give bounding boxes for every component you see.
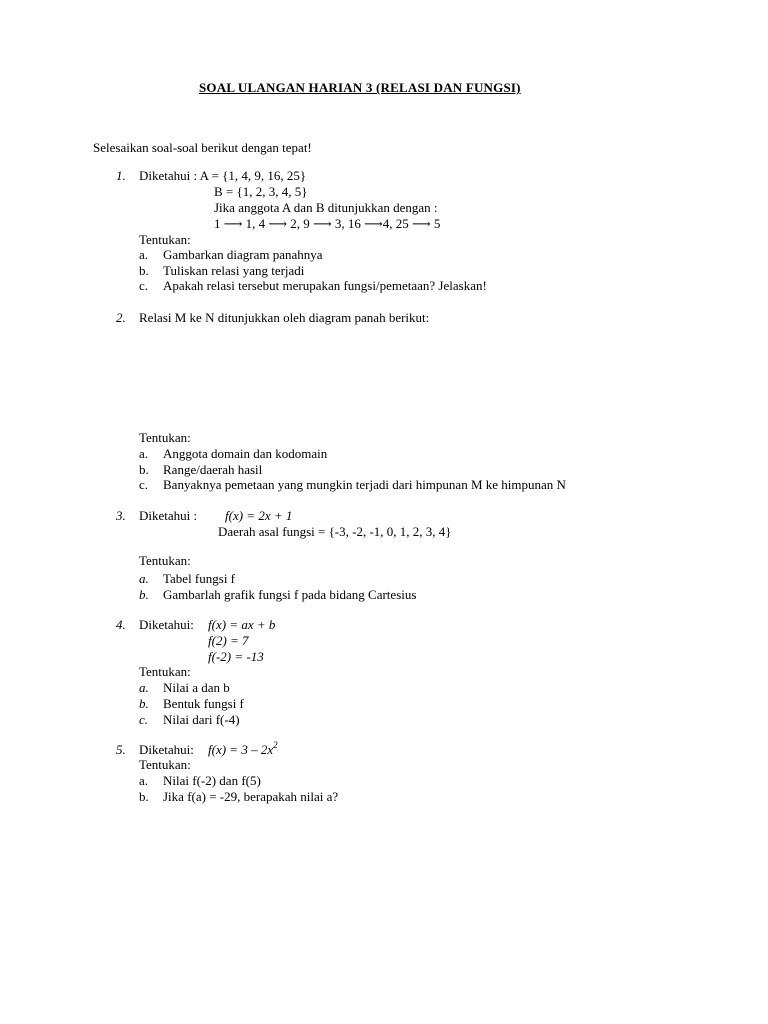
function-definition bbox=[208, 739, 278, 758]
given-set-b: B = {1, 2, 3, 4, 5} bbox=[214, 184, 308, 199]
sub-question: Anggota domain dan kodomain bbox=[163, 446, 328, 461]
sub-question: Banyaknya pemetaan yang mungkin terjadi dari himpunan M ke himpunan N bbox=[163, 477, 566, 492]
question-lead: Relasi M ke N ditunjukkan oleh diagram panah berikut: bbox=[139, 310, 430, 325]
sub-question: Range/daerah hasil bbox=[163, 462, 263, 477]
instruction: Selesaikan soal-soal berikut dengan tepat! bbox=[93, 140, 312, 155]
function-definition: f(x) = ax + b bbox=[208, 617, 276, 632]
function-definition: f(x) = 2x + 1 bbox=[225, 508, 293, 523]
function-domain: Daerah asal fungsi = {-3, -2, -1, 0, 1, 2, 3, 4} bbox=[218, 524, 452, 539]
exponent: 2 bbox=[273, 739, 278, 750]
sub-letter: b. bbox=[139, 263, 149, 278]
tentukan-label: Tentukan: bbox=[139, 757, 191, 772]
condition-2: f(-2) = -13 bbox=[208, 649, 264, 664]
sub-letter: b. bbox=[139, 462, 149, 477]
sub-question: Nilai dari f(-4) bbox=[163, 712, 240, 727]
tentukan-label: Tentukan: bbox=[139, 553, 191, 568]
given-set-a: Diketahui : A = {1, 4, 9, 16, 25} bbox=[139, 168, 307, 183]
question-number: 5. bbox=[116, 742, 126, 757]
sub-question: Gambarkan diagram panahnya bbox=[163, 247, 323, 262]
sub-letter: b. bbox=[139, 696, 149, 711]
mapping-list: 1 ⟶ 1, 4 ⟶ 2, 9 ⟶ 3, 16 ⟶4, 25 ⟶ 5 bbox=[214, 216, 441, 231]
sub-letter: a. bbox=[139, 446, 149, 461]
question-lead: Diketahui: bbox=[139, 742, 194, 757]
question-lead: Diketahui : bbox=[139, 508, 198, 523]
sub-letter: a. bbox=[139, 247, 149, 262]
sub-letter: c. bbox=[139, 477, 149, 492]
sub-question: Nilai a dan b bbox=[163, 680, 230, 695]
sub-letter: a. bbox=[139, 773, 149, 788]
sub-question: Gambarlah grafik fungsi f pada bidang Cartesius bbox=[163, 587, 417, 602]
page-title: SOAL ULANGAN HARIAN 3 (RELASI DAN FUNGSI) bbox=[199, 80, 521, 95]
question-lead: Diketahui: bbox=[139, 617, 194, 632]
tentukan-label: Tentukan: bbox=[139, 430, 191, 445]
tentukan-label: Tentukan: bbox=[139, 664, 191, 679]
sub-question: Nilai f(-2) dan f(5) bbox=[163, 773, 261, 788]
sub-letter: b. bbox=[139, 587, 149, 602]
sub-letter: a. bbox=[139, 680, 149, 695]
given-statement: Jika anggota A dan B ditunjukkan dengan : bbox=[214, 200, 438, 215]
sub-question: Jika f(a) = -29, berapakah nilai a? bbox=[163, 789, 339, 804]
sub-question: Apakah relasi tersebut merupakan fungsi/pemetaan? Jelaskan! bbox=[163, 278, 487, 293]
sub-letter: c. bbox=[139, 712, 149, 727]
sub-question: Tuliskan relasi yang terjadi bbox=[163, 263, 305, 278]
condition-1: f(2) = 7 bbox=[208, 633, 249, 648]
question-number: 3. bbox=[116, 508, 126, 523]
sub-letter: b. bbox=[139, 789, 149, 804]
question-number: 1. bbox=[116, 168, 126, 183]
tentukan-label: Tentukan: bbox=[139, 232, 191, 247]
function-expression: f(x) = 3 – 2x bbox=[208, 742, 274, 757]
question-number: 4. bbox=[116, 617, 126, 632]
sub-letter: c. bbox=[139, 278, 149, 293]
sub-question: Bentuk fungsi f bbox=[163, 696, 244, 711]
question-number: 2. bbox=[116, 310, 126, 325]
sub-letter: a. bbox=[139, 571, 149, 586]
sub-question: Tabel fungsi f bbox=[163, 571, 236, 586]
